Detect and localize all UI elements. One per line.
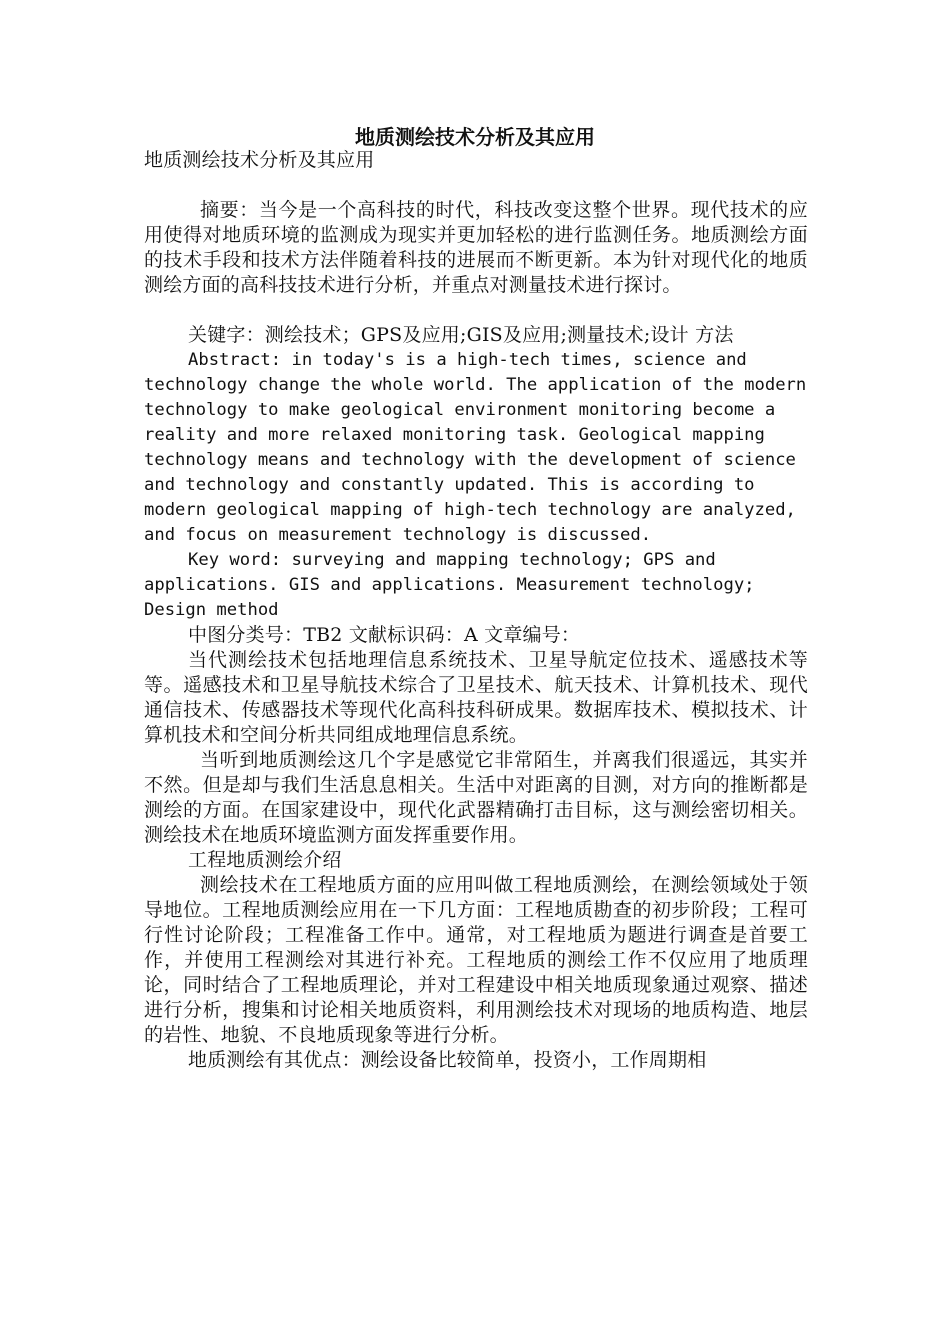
abstract-cn: 摘要：当今是一个高科技的时代，科技改变这整个世界。现代技术的应用使得对地质环境的监测成为现实并更加轻松的进行监测任务。地质测绘方面的技术手段和技术方法伴随着科技的进展而不断更新。本为针对现代化的地质测绘方面的高科技技术进行分析，并重点对测量技术进行探讨。 <box>144 199 808 296</box>
document-subtitle: 地质测绘技术分析及其应用 <box>144 149 375 171</box>
body-paragraph-4: 地质测绘有其优点：测绘设备比较简单，投资小，工作周期相 <box>188 1049 707 1071</box>
blank-line <box>144 173 808 198</box>
keywords-cn: 关键字：测绘技术；GPS及应用;GIS及应用;测量技术;设计 方法 <box>188 324 734 346</box>
abstract-en: Abstract: in today's is a high-tech times, science and technology change the whole world. The application of the modern technology to make geological environment monitoring become a reality and more relaxed monitoring task. Geological mapping technology means and technology with the development of science and technology and constantly updated. This is according to modern geological mapping of high-tech technology are analyzed, and focus on measurement technology is discussed. <box>144 350 807 545</box>
body-paragraph-3: 测绘技术在工程地质方面的应用叫做工程地质测绘，在测绘领域处于领导地位。工程地质测绘应用在一下几方面：工程地质勘查的初步阶段；工程可行性讨论阶段；工程准备工作中。通常，对工程地质为题进行调查是首要工作，并使用工程测绘对其进行补充。工程地质的测绘工作不仅应用了地质理论，同时结合了工程地质理论，并对工程建设中相关地质现象通过观察、描述进行分析，搜集和讨论相关地质资料，利用测绘技术对现场的地质构造、地层的岩性、地貌、不良地质现象等进行分析。 <box>144 874 808 1046</box>
section-heading: 工程地质测绘介绍 <box>188 849 342 871</box>
blank-line <box>144 298 808 323</box>
classification-line: 中图分类号：TB2 文献标识码：A 文章编号： <box>188 624 581 646</box>
body-paragraph-1: 当代测绘技术包括地理信息系统技术、卫星导航定位技术、遥感技术等等。遥感技术和卫星导航技术综合了卫星技术、航天技术、计算机技术、现代通信技术、传感器技术等现代化高科技科研成果。数据库技术、模拟技术、计算机技术和空间分析共同组成地理信息系统。 <box>144 649 808 746</box>
keywords-en: Key word: surveying and mapping technology; GPS and applications. GIS and applications. Measurement technology; Design method <box>144 550 755 620</box>
document-body <box>144 148 808 1073</box>
document-title: 地质测绘技术分析及其应用 <box>355 125 595 149</box>
body-paragraph-2: 当听到地质测绘这几个字是感觉它非常陌生，并离我们很遥远，其实并不然。但是却与我们生活息息相关。生活中对距离的目测，对方向的推断都是测绘的方面。在国家建设中，现代化武器精确打击目标，这与测绘密切相关。测绘技术在地质环境监测方面发挥重要作用。 <box>144 749 808 846</box>
